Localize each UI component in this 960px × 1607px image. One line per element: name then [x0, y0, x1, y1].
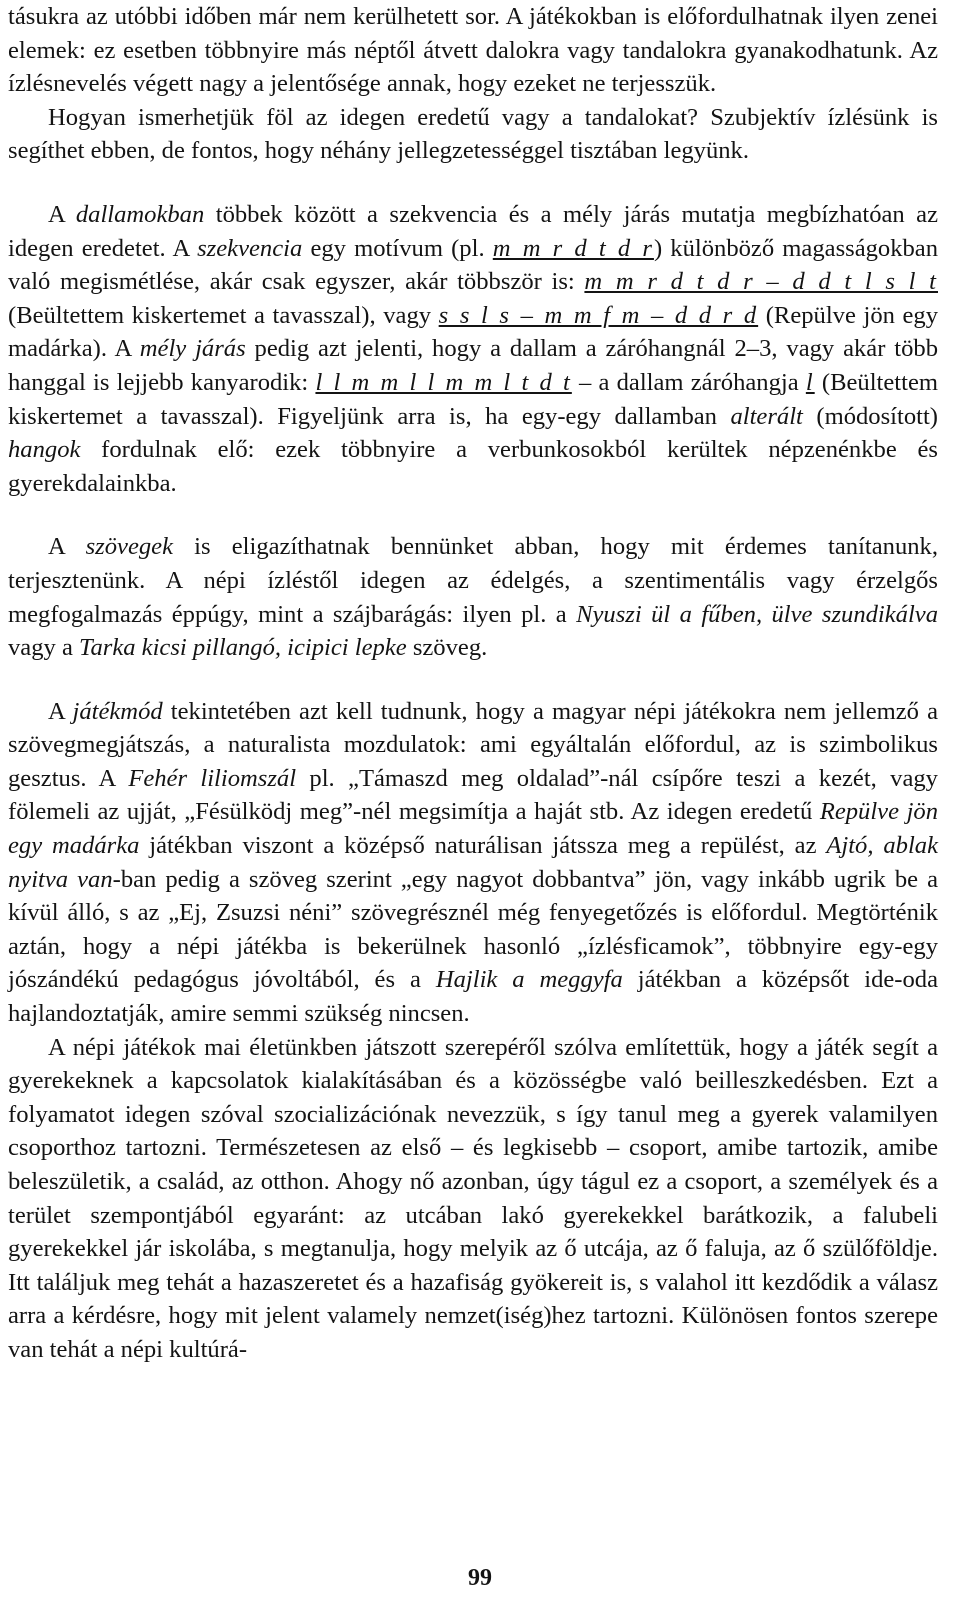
text-run: – a dallam záróhangja: [571, 368, 806, 396]
text-run: többek között a szekvencia és a mély járás mutatja megbízhatóan az idegen eredetet. A: [8, 200, 938, 262]
text-run: ) különböző magasságokban való megismétlése, akár csak egyszer, akár többször is:: [8, 234, 939, 296]
text-run: A: [48, 697, 73, 725]
paragraph-gap: [8, 500, 938, 530]
paragraph-melodies: [8, 198, 938, 500]
paragraph-question: [8, 101, 938, 168]
italic-term: Ajtó, ablak nyitva van: [8, 832, 938, 893]
paragraph-texts: [8, 530, 938, 664]
text-run: (Beültettem kiskertemet a tavasszal). Figyeljünk arra is, ha egy-egy dallamban: [8, 368, 938, 430]
text-run: A népi játékok mai életünkben játszott szerepéről szólva említettük, hogy a játék segít a gyerekeknek a kapcsolatok kialakításában és a közösségbe való beilleszkedésben. Ezt a folyamatot idegen szóval szocializációnak nevezzük, s így tanul meg a gyerek valamilyen csoporthoz tartozni. Természetesen az első – és legkisebb – csoport, amibe tartozik, amibe beleszületik, a család, az otthon. Ahogy nő azonban, úgy tágul ez a csoport, a személyek és a terület szempontjából egyaránt: az utcában lakó gyerekekkel barátkozik, a falubeli gyerekekkel jár iskolába, s megtanulja, hogy melyik az ő utcája, az ő faluja, az ő szülőföldje. Itt találjuk meg tehát a hazaszeretet és a hazafiság gyökereit is, s valahol itt kezdődik a válasz arra a kérdésre, hogy mit jelent valamely nemzet(iség)hez tartozni. Különösen fontos szerepe van tehát a népi kultúrá-: [8, 1033, 938, 1363]
text-run: is eligazíthatnak bennünket abban, hogy mit érdemes tanítanunk, terjesztenünk. A népi ízléstől idegen az édelgés, a szentimentális vagy érzelgős megfogalmazás éppúgy, mint a szájbarágás: ilyen pl. a: [8, 533, 938, 628]
text-run: szöveg.: [406, 634, 488, 662]
italic-term: szekvencia: [197, 234, 303, 262]
text-run: (módosított): [802, 402, 938, 430]
text-run: tásukra az utóbbi időben már nem kerülhetett sor. A játékokban is előfordulhatnak ilyen zenei elemek: ez esetben többnyire más néptől átvett dalokra vagy tandalokra gyanakodhatunk. Az ízlésnevelés végett nagy a jelentősége annak, hogy ezeket ne terjesszük.: [8, 3, 938, 98]
solmization-notation: l l m m l l m m l t d t: [315, 368, 572, 396]
italic-term: mély járás: [139, 335, 246, 363]
text-run: egy motívum (pl.: [302, 234, 493, 262]
italic-term: Repülve jön egy madárka: [8, 798, 938, 860]
text-run: pedig azt jelenti, hogy a dallam a záróhangnál 2–3, vagy akár több hanggal is lejjebb kanyarodik:: [8, 335, 939, 396]
paragraph-continuation: [8, 0, 938, 101]
italic-term: szövegek: [85, 533, 173, 561]
italic-term: alterált: [730, 402, 803, 430]
text-run: vagy a: [8, 634, 80, 662]
italic-term: Nyuszi ül a fűben, ülve szundikálva: [576, 600, 938, 628]
italic-term: Fehér liliomszál: [128, 764, 297, 792]
italic-term: játékmód: [72, 697, 163, 725]
paragraph-play-style: [8, 695, 938, 1031]
text-run: (Beültettem kiskertemet a tavasszal), vagy: [8, 301, 439, 329]
solmization-notation: l: [805, 368, 815, 396]
text-run: játékban viszont a középső naturálisan játssza meg a repülést, az: [139, 832, 827, 860]
solmization-notation: s s l s – m m f m – d d r d: [438, 301, 759, 329]
paragraph-gap: [8, 168, 938, 198]
italic-term: Tarka kicsi pillangó, icipici lepke: [79, 634, 407, 662]
text-run: fordulnak elő: ezek többnyire a verbunkosokból kerültek népzenénkbe és gyerekdalainkba.: [8, 436, 938, 497]
italic-term: Hajlik a meggyfa: [435, 966, 623, 994]
paragraph-socialization: [8, 1031, 938, 1367]
page-number: 99: [468, 1565, 492, 1591]
text-run: A: [48, 200, 76, 228]
text-run: Hogyan ismerhetjük föl az idegen eredetű vagy a tandalokat? Szubjektív ízlésünk is segíthet ebben, de fontos, hogy néhány jellegzetességgel tisztában legyünk.: [8, 103, 938, 165]
text-run: tekintetében azt kell tudnunk, hogy a magyar népi játékokra nem jellemző a szövegmegjátszás, a naturalista mozdulatok: ami egyáltalán előfordul, az is szimbolikus gesztus. A: [8, 697, 938, 792]
solmization-notation: m m r d t d r: [492, 234, 654, 262]
text-run: (Repülve jön egy madárka). A: [8, 301, 939, 363]
solmization-notation: m m r d t d r – d d t l s l t: [584, 268, 938, 296]
italic-term: hangok: [8, 436, 81, 464]
text-run: pl. „Támaszd meg oldalad”-nál csípőre teszi a kezét, vagy fölemeli az ujját, „Fésülködj meg”-nél megsimítja a haját stb. Az idegen eredetű: [8, 764, 938, 826]
document-page: [8, 0, 938, 1367]
italic-term: dallamokban: [75, 200, 205, 228]
paragraph-gap: [8, 665, 938, 695]
text-run: -ban pedig a szöveg szerint „egy nagyot dobbantva” jön, vagy inkább ugrik be a kívül álló, s az „Ej, Zsuzsi néni” szövegrésznél még fenyegetőzés is előfordul. Megtörténik aztán, hogy a népi játékba is bekerülnek hasonló „ízlésficamok”, többnyire egy-egy jószándékú pedagógus jóvoltából, és a: [8, 865, 939, 994]
text-run: játékban a középsőt ide-oda hajlandoztatják, amire semmi szükség nincsen.: [8, 966, 938, 1028]
text-run: A: [48, 533, 86, 561]
